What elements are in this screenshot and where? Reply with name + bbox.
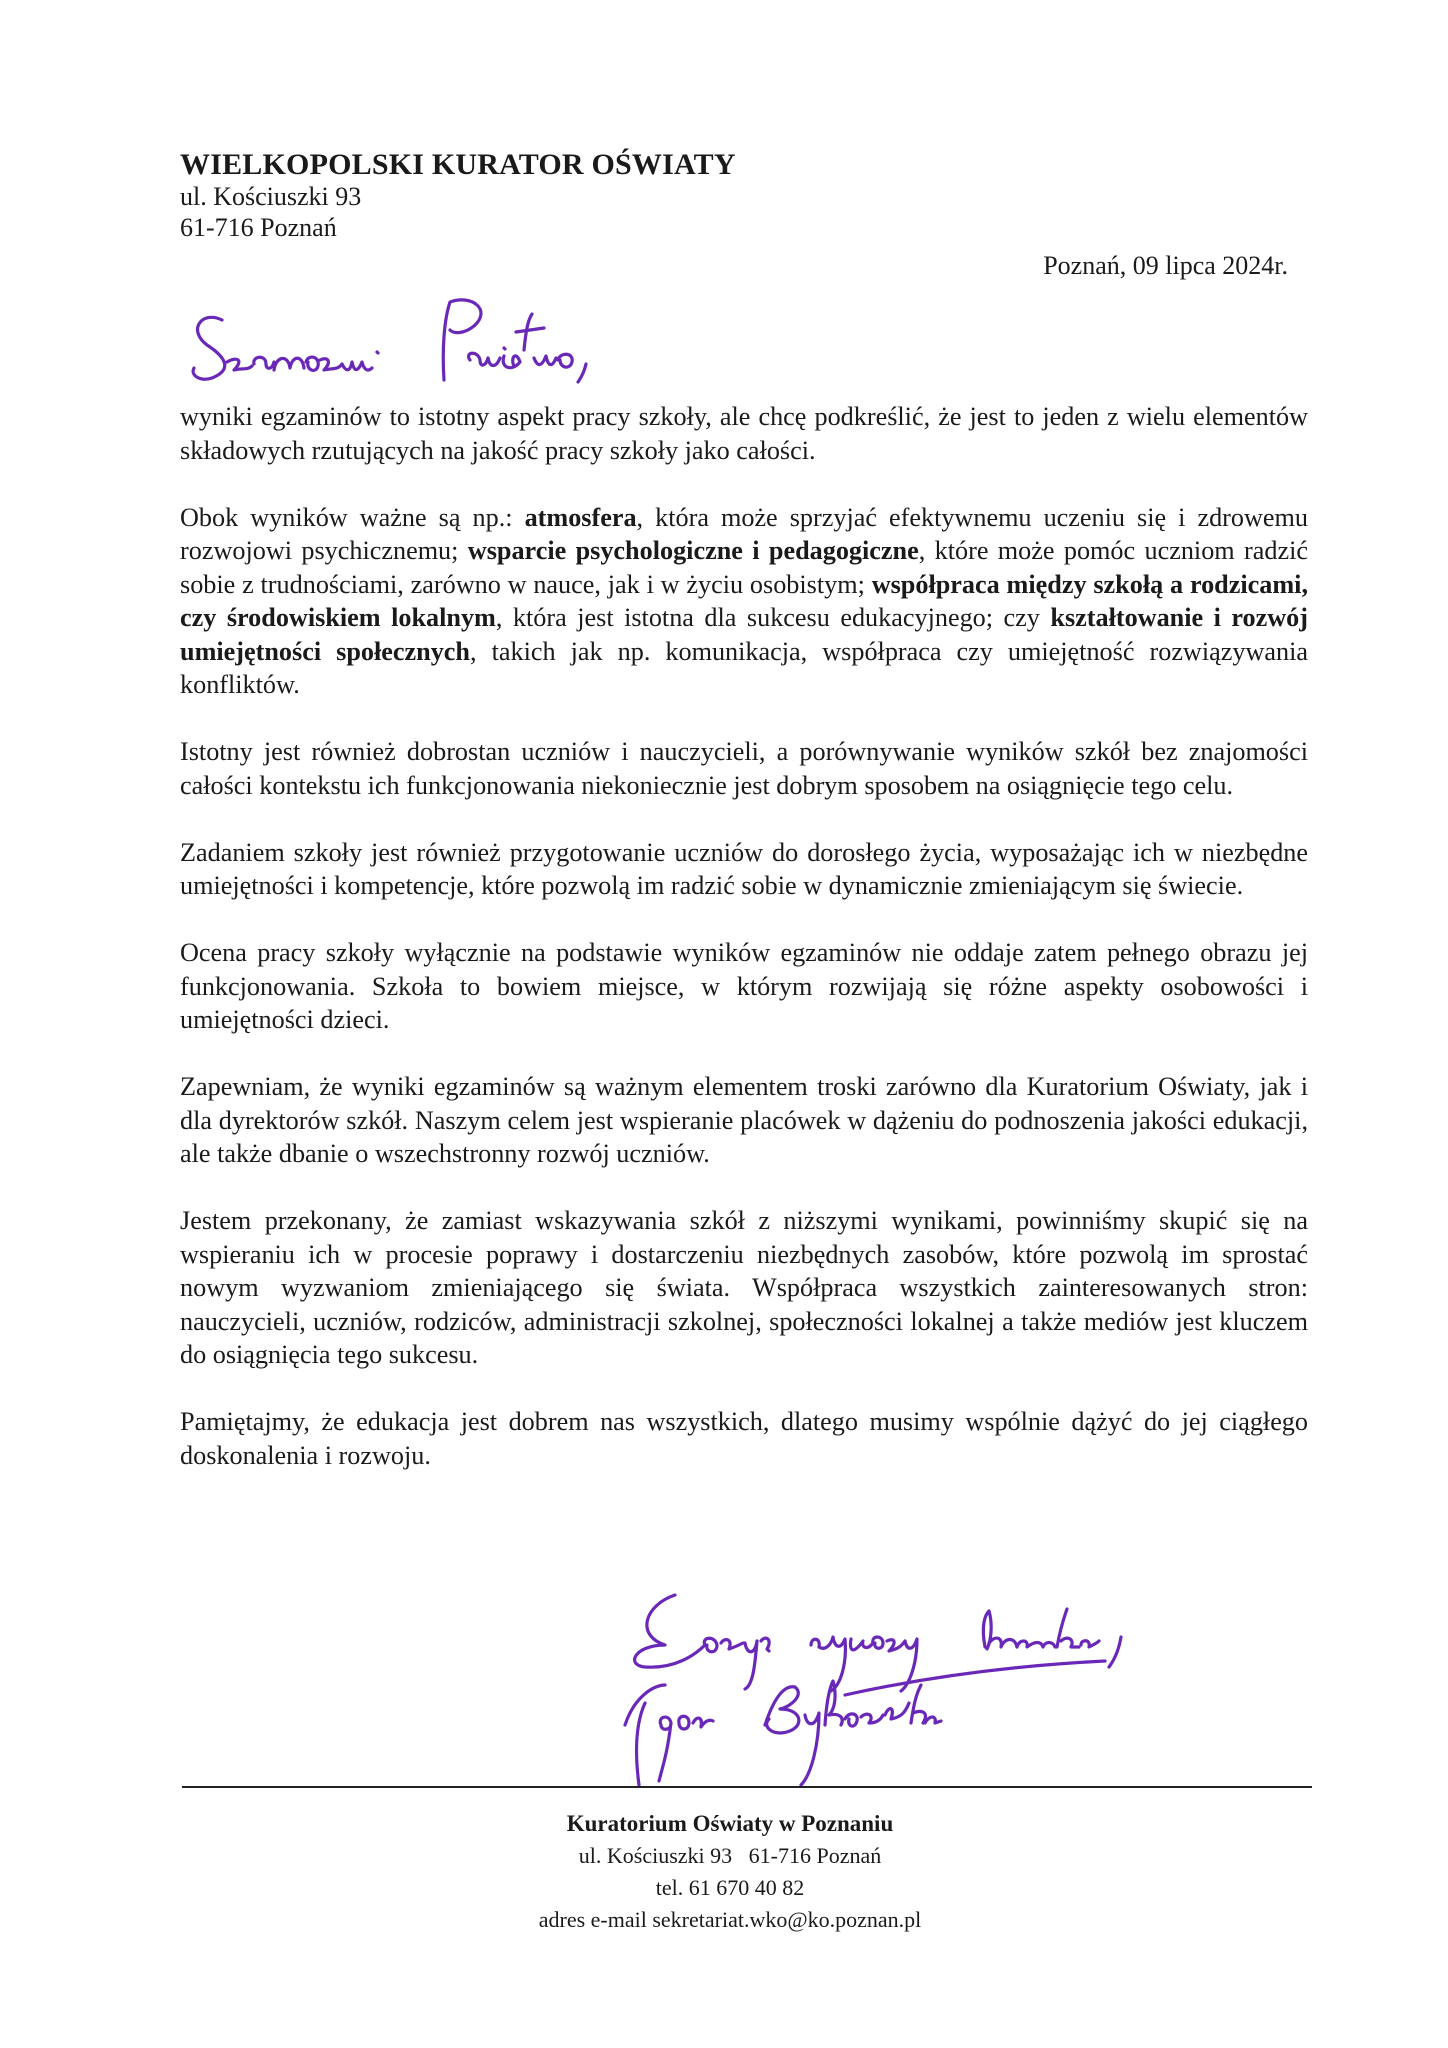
- paragraph-text: , która może sprzyjać efektywnemu uczeniu się i zdrowemu rozwojowi psychicznemu;: [180, 502, 1308, 565]
- footer-divider: [182, 1786, 1312, 1788]
- paragraph: [180, 400, 1308, 467]
- footer-phone: tel. 61 670 40 82: [655, 1875, 805, 1900]
- paragraph: [180, 836, 1308, 903]
- sender-block: [180, 147, 736, 244]
- paragraph-text: Jestem przekonany, że zamiast wskazywania szkół z niższymi wynikami, powinniśmy skupić się na wspieraniu ich w procesie poprawy i dostarczeniu niezbędnych zasobów, które pozwolą im sprostać nowym wyzwaniom zmieniającego się świata. Współpraca wszystkich zainteresowanych stron: nauczycieli, uczniów, rodziców, administracji szkolnej, społeczności lokalnej a także mediów jest kluczem do osiągnięcia tego sukcesu.: [180, 1206, 1308, 1369]
- paragraph-text: , takich jak np. komunikacja, współpraca czy umiejętność rozwiązywania konfliktów.: [180, 636, 1308, 699]
- sender-title: WIELKOPOLSKI KURATOR OŚWIATY: [180, 148, 736, 181]
- paragraph-text: wyniki egzaminów to istotny aspekt pracy szkoły, ale chcę podkreślić, że jest to jeden z wielu elementów składowych rzutujących na jakość pracy szkoły jako całości.: [180, 402, 1308, 465]
- emphasized-text: wsparcie psychologiczne i pedagogiczne: [467, 536, 919, 565]
- paragraph: [180, 735, 1308, 802]
- handwritten-salutation: [182, 290, 882, 400]
- paragraph-text: Zadaniem szkoły jest również przygotowanie uczniów do dorosłego życia, wyposażając ich w niezbędne umiejętności i kompetencje, które pozwolą im radzić sobie w dynamicznie zmieniającym się świecie.: [180, 837, 1308, 900]
- footer-organization: Kuratorium Oświaty w Poznaniu: [566, 1811, 894, 1836]
- letter-date: Poznań, 09 lipca 2024r.: [1043, 251, 1288, 280]
- signature-ink: [605, 1585, 1305, 1795]
- sender-city: 61-716 Poznań: [180, 213, 337, 243]
- emphasized-text: współpraca między szkołą a rodzicami, czy środowiskiem lokalnym: [180, 569, 1309, 632]
- footer-address: ul. Kościuszki 93 61-716 Poznań: [578, 1843, 882, 1868]
- emphasized-text: kształtowanie i rozwój umiejętności społecznych: [180, 603, 1308, 666]
- paragraph-text: Zapewniam, że wyniki egzaminów są ważnym elementem troski zarówno dla Kuratorium Oświaty, jak i dla dyrektorów szkół. Naszym celem jest wspieranie placówek w dążeniu do podnoszenia jakości edukacji, ale także dbanie o wszechstronny rozwój uczniów.: [180, 1072, 1308, 1168]
- letterhead-footer: [380, 1808, 1080, 1936]
- paragraph: [180, 1204, 1308, 1372]
- handwritten-closing-signature: [605, 1585, 1305, 1795]
- salutation-ink: [182, 290, 882, 400]
- paragraph: [180, 501, 1308, 702]
- paragraph-text: , która jest istotna dla sukcesu edukacyjnego; czy: [495, 603, 1051, 632]
- emphasized-text: atmosfera: [524, 502, 637, 532]
- paragraph-text: Pamiętajmy, że edukacja jest dobrem nas wszystkich, dlatego musimy wspólnie dążyć do jej ciągłego doskonalenia i rozwoju.: [180, 1407, 1308, 1470]
- paragraph-text: , które może pomóc uczniom radzić sobie z trudnościami, zarówno w nauce, jak i w życiu osobistym;: [180, 536, 1308, 599]
- paragraph: [180, 1405, 1308, 1472]
- sender-street: ul. Kościuszki 93: [180, 182, 362, 212]
- letter-body: [180, 400, 1308, 1506]
- paragraph: [180, 936, 1308, 1037]
- paragraph: [180, 1070, 1308, 1171]
- paragraph-text: Ocena pracy szkoły wyłącznie na podstawie wyników egzaminów nie oddaje zatem pełnego obrazu jej funkcjonowania. Szkoła to bowiem miejsce, w którym rozwijają się różne aspekty osobowości i umiejętności dzieci.: [180, 938, 1308, 1034]
- paragraph-text: Obok wyników ważne są np.:: [180, 502, 525, 532]
- footer-email: adres e-mail sekretariat.wko@ko.poznan.pl: [538, 1907, 922, 1932]
- paragraph-text: Istotny jest również dobrostan uczniów i nauczycieli, a porównywanie wyników szkół bez znajomości całości kontekstu ich funkcjonowania niekoniecznie jest dobrym sposobem na osiągnięcie tego celu.: [180, 737, 1308, 800]
